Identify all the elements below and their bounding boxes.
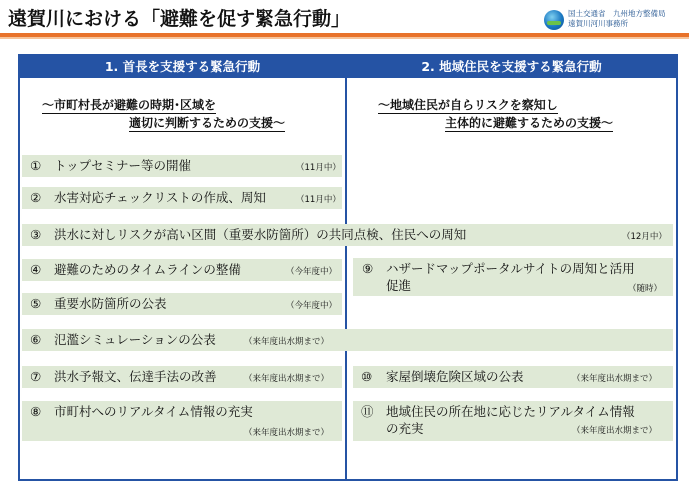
item-number: ⑤: [30, 296, 42, 311]
item-deadline: （今年度中）: [286, 267, 338, 277]
item-number: ⑧: [30, 404, 42, 419]
item-deadline: （随時）: [628, 284, 663, 294]
item-deadline: （今年度中）: [286, 301, 338, 311]
item-text-line2: 促進: [386, 278, 412, 293]
column-subtitle-mayor-2: [129, 115, 285, 132]
item-text: 避難のためのタイムラインの整備: [54, 262, 241, 277]
office-name: 遠賀川河川事務所: [568, 19, 628, 28]
item-deadline: （来年度出水期まで）: [244, 337, 330, 347]
item-deadline: （11月中）: [296, 163, 341, 173]
item-text: ハザードマップポータルサイトの周知と活用: [386, 261, 635, 276]
item-text: 市町村へのリアルタイム情報の充実: [54, 404, 253, 419]
mlit-logo-icon: [544, 10, 564, 30]
item-number: ①: [30, 158, 42, 173]
title-underline: [0, 33, 689, 39]
column-heading-mayor: 1. 首長を支援する緊急行動: [20, 56, 345, 78]
subtitle-line: 主体的に避難するための支援～: [445, 116, 614, 130]
column-subtitle-mayor: [42, 97, 216, 114]
subtitle-line: ～市町村長が避難の時期･区域を: [42, 98, 217, 112]
column-divider: [345, 54, 347, 481]
page-title: 遠賀川における「避難を促す緊急行動」: [8, 8, 351, 30]
item-text: 氾濫シミュレーションの公表: [54, 332, 216, 347]
column-heading-residents: 2. 地域住民を支援する緊急行動: [347, 56, 676, 78]
item-number: ②: [30, 190, 42, 205]
item-number: ③: [30, 227, 42, 242]
item-number: ⑦: [30, 369, 42, 384]
item-deadline: （来年度出水期まで）: [244, 374, 330, 384]
item-number: ④: [30, 262, 42, 277]
column-subtitle-residents: [378, 97, 558, 114]
item-deadline: （来年度出水期まで）: [244, 428, 330, 438]
item-text: 洪水予報文、伝達手法の改善: [54, 369, 217, 384]
item-text: 洪水に対しリスクが高い区間（重要水防箇所）の共同点検、住民への周知: [54, 227, 467, 242]
item-text: 水害対応チェックリストの作成、周知: [54, 190, 266, 205]
item-text: 地域住民の所在地に応じたリアルタイム情報: [386, 404, 635, 419]
item-text: 重要水防箇所の公表: [54, 296, 167, 311]
organization-logo: [544, 8, 684, 32]
item-number: ⑨: [362, 261, 374, 276]
organization-name: 国土交通省 九州地方整備局: [568, 9, 666, 18]
item-number: ⑪: [361, 404, 374, 419]
item-text-line2: の充実: [386, 421, 424, 436]
item-deadline: （11月中）: [296, 195, 341, 205]
item-deadline: （12月中）: [622, 232, 667, 242]
item-number: ⑥: [30, 332, 42, 347]
item-deadline: （来年度出水期まで）: [572, 374, 658, 384]
item-deadline: （来年度出水期まで）: [572, 426, 658, 436]
column-subtitle-residents-2: [445, 115, 613, 132]
item-text: 家屋倒壊危険区域の公表: [386, 369, 524, 384]
subtitle-line: ～地域住民が自らリスクを察知し: [378, 98, 558, 112]
item-number: ⑩: [361, 369, 373, 384]
subtitle-line: 適切に判断するための支援～: [129, 116, 286, 130]
item-text: トップセミナー等の開催: [54, 158, 192, 173]
